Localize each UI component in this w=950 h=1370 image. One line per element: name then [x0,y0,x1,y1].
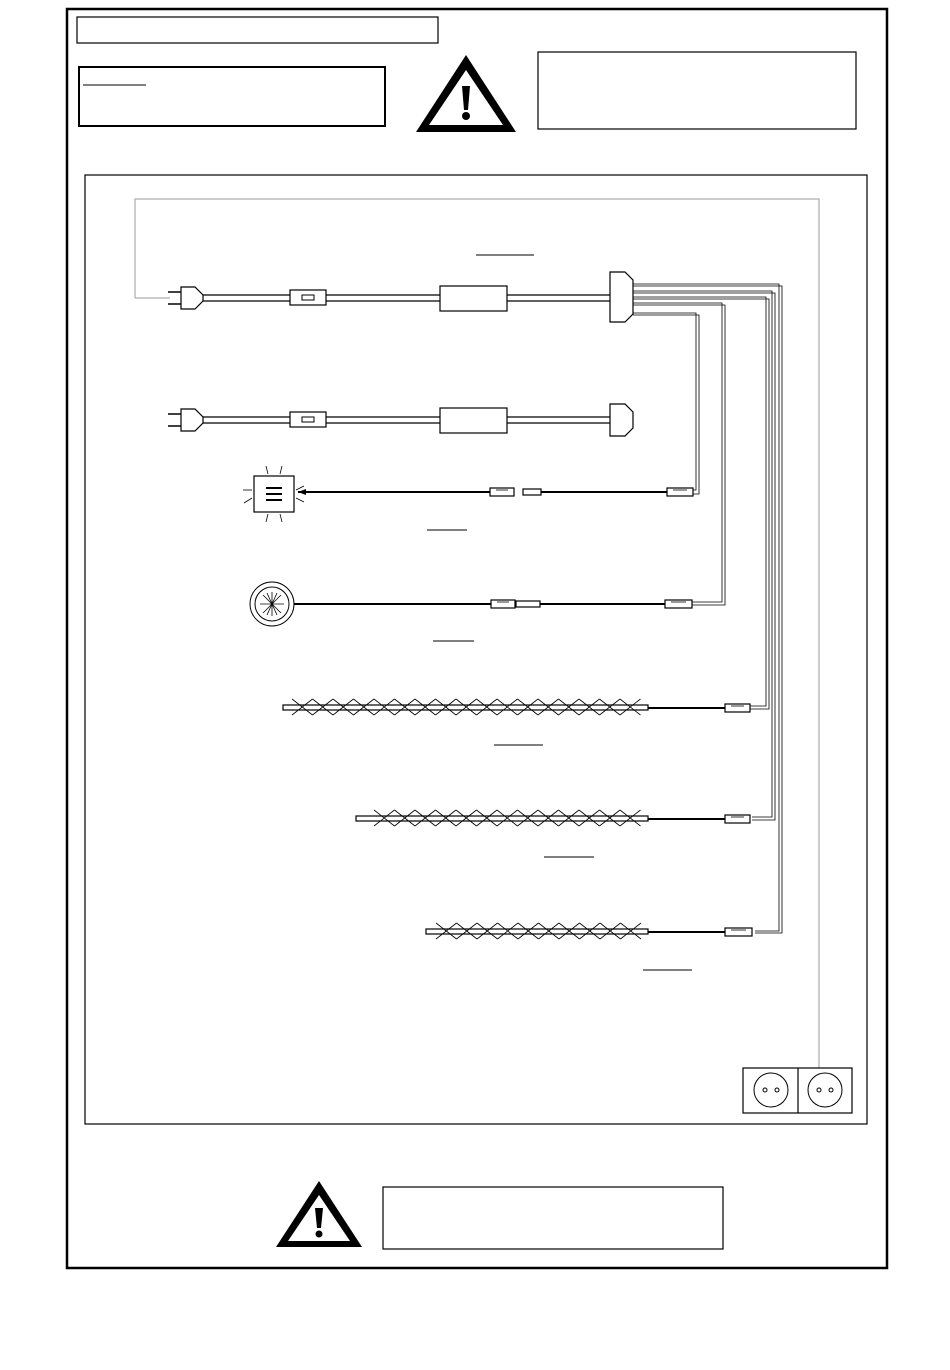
footer-warning-box [383,1187,723,1249]
distributor-outputs [633,284,782,933]
cable-connector [665,600,692,608]
euro-plug-icon [168,287,203,309]
cable-connector [725,704,750,712]
led-strip-long [283,699,648,715]
led-light-icon [243,466,304,522]
warning-triangle-icon [276,1181,362,1247]
led-strip-medium [356,810,648,826]
led-strip-short [426,923,648,939]
cable-connector [667,488,693,496]
warning-triangle-icon [416,55,516,132]
led-light-icon [250,582,294,626]
wall-socket-icon [743,1068,852,1113]
cable-connector [490,488,541,496]
led-driver-box [440,286,507,311]
mains-loop-wire [135,199,819,1068]
note-box [79,67,385,126]
distributor-hub [610,272,633,322]
cable-connector [725,815,750,823]
distributor-end-connector [610,404,633,436]
cable-connector [725,928,752,936]
led-driver-box [440,408,507,433]
inline-switch [290,290,326,305]
title-box [77,17,438,43]
euro-plug-icon [168,409,203,431]
diagram-frame [85,175,867,1124]
warning-box [538,52,856,129]
inline-switch [290,412,326,427]
cable-connector [491,600,540,608]
